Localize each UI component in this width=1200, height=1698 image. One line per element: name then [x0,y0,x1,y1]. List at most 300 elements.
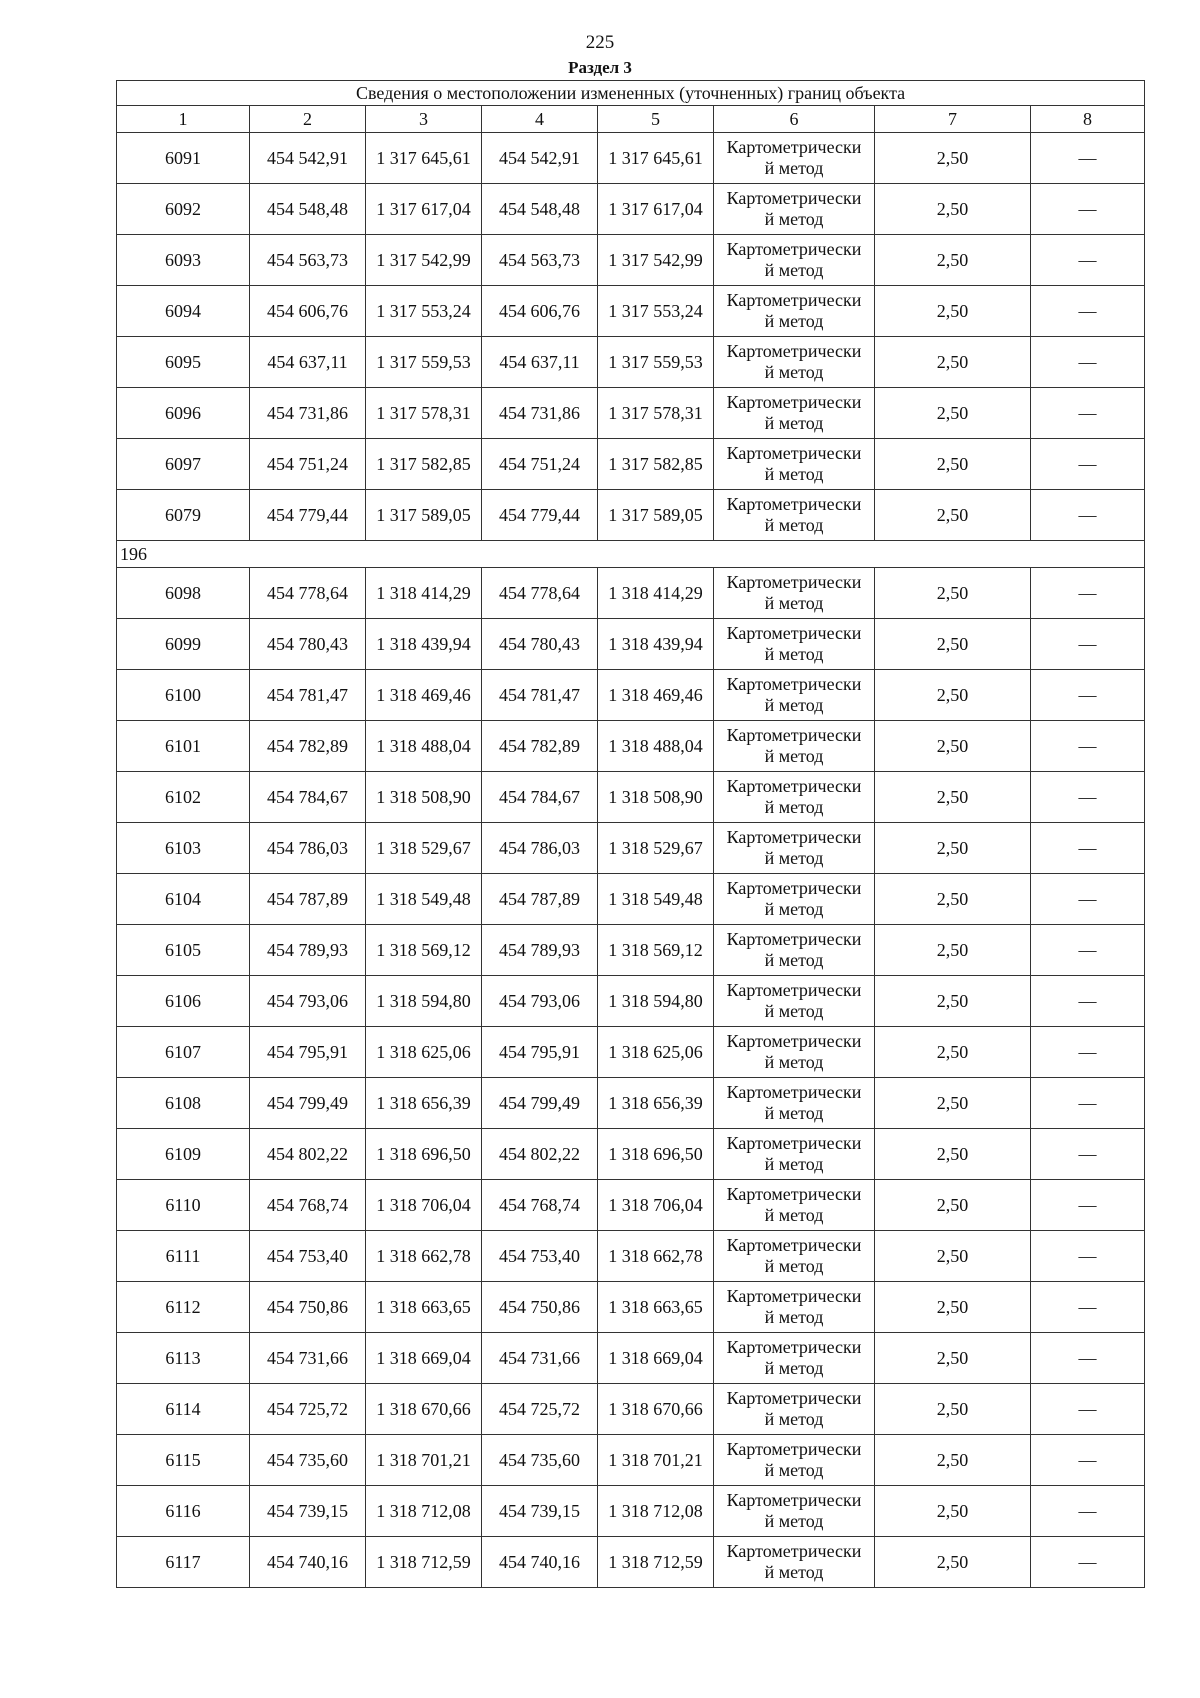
method-text-line2: й метод [764,515,824,535]
y-coord-cell: 1 317 617,04 [366,184,482,235]
y-coord-new-cell: 1 318 712,08 [598,1486,714,1537]
x-coord-cell: 454 563,73 [250,235,366,286]
accuracy-cell: 2,50 [875,286,1031,337]
y-coord-new-cell: 1 318 706,04 [598,1180,714,1231]
method-text-line2: й метод [764,1256,824,1276]
table-row [117,823,1145,874]
method-text-line1: Картометрически [726,674,862,694]
accuracy-cell: 2,50 [875,337,1031,388]
method-cell [714,1027,875,1078]
x-coord-new-cell: 454 779,44 [482,490,598,541]
method-text-line2: й метод [764,1307,824,1327]
method-cell [714,286,875,337]
note-cell: — [1031,568,1145,619]
x-coord-new-cell: 454 793,06 [482,976,598,1027]
method-text-line2: й метод [764,1205,824,1225]
y-coord-new-cell: 1 318 663,65 [598,1282,714,1333]
accuracy-cell: 2,50 [875,619,1031,670]
table-row [117,1078,1145,1129]
x-coord-cell: 454 786,03 [250,823,366,874]
x-coord-new-cell: 454 789,93 [482,925,598,976]
note-cell: — [1031,337,1145,388]
method-cell [714,388,875,439]
method-text-line1: Картометрически [726,188,862,208]
note-cell: — [1031,184,1145,235]
point-id-cell: 6112 [117,1282,250,1333]
x-coord-cell: 454 799,49 [250,1078,366,1129]
method-text-line1: Картометрически [726,1133,862,1153]
note-cell: — [1031,670,1145,721]
method-text-line2: й метод [764,695,824,715]
group-label: 196 [117,541,1145,568]
point-id-cell: 6110 [117,1180,250,1231]
x-coord-cell: 454 787,89 [250,874,366,925]
table-row [117,490,1145,541]
y-coord-cell: 1 317 559,53 [366,337,482,388]
table-caption: Сведения о местоположении измененных (уточненных) границ объекта [117,81,1145,106]
x-coord-new-cell: 454 799,49 [482,1078,598,1129]
table-row [117,1537,1145,1588]
method-cell [714,133,875,184]
accuracy-cell: 2,50 [875,1231,1031,1282]
method-text-line1: Картометрически [726,239,862,259]
note-cell: — [1031,1180,1145,1231]
accuracy-cell: 2,50 [875,1537,1031,1588]
method-text-line2: й метод [764,1001,824,1021]
x-coord-cell: 454 768,74 [250,1180,366,1231]
x-coord-new-cell: 454 563,73 [482,235,598,286]
method-text-line1: Картометрически [726,1388,862,1408]
note-cell: — [1031,1486,1145,1537]
accuracy-cell: 2,50 [875,823,1031,874]
y-coord-cell: 1 318 625,06 [366,1027,482,1078]
x-coord-cell: 454 751,24 [250,439,366,490]
x-coord-cell: 454 782,89 [250,721,366,772]
y-coord-new-cell: 1 317 553,24 [598,286,714,337]
point-id-cell: 6093 [117,235,250,286]
x-coord-cell: 454 750,86 [250,1282,366,1333]
x-coord-cell: 454 739,15 [250,1486,366,1537]
y-coord-cell: 1 317 578,31 [366,388,482,439]
y-coord-cell: 1 318 508,90 [366,772,482,823]
point-id-cell: 6117 [117,1537,250,1588]
y-coord-new-cell: 1 318 488,04 [598,721,714,772]
y-coord-new-cell: 1 317 578,31 [598,388,714,439]
column-number-8: 8 [1031,106,1145,133]
method-text-line2: й метод [764,464,824,484]
table-row [117,235,1145,286]
accuracy-cell: 2,50 [875,670,1031,721]
method-cell [714,721,875,772]
point-id-cell: 6095 [117,337,250,388]
method-text-line1: Картометрически [726,443,862,463]
method-cell [714,1333,875,1384]
x-coord-cell: 454 548,48 [250,184,366,235]
accuracy-cell: 2,50 [875,1129,1031,1180]
note-cell: — [1031,133,1145,184]
note-cell: — [1031,1384,1145,1435]
boundary-coordinates-table [116,80,1145,1588]
method-cell [714,490,875,541]
point-id-cell: 6099 [117,619,250,670]
method-cell [714,1537,875,1588]
x-coord-new-cell: 454 725,72 [482,1384,598,1435]
method-text-line2: й метод [764,1154,824,1174]
method-text-line1: Картометрически [726,341,862,361]
method-text-line1: Картометрически [726,827,862,847]
x-coord-new-cell: 454 542,91 [482,133,598,184]
note-cell: — [1031,1078,1145,1129]
y-coord-new-cell: 1 318 701,21 [598,1435,714,1486]
method-cell [714,670,875,721]
note-cell: — [1031,823,1145,874]
y-coord-new-cell: 1 318 549,48 [598,874,714,925]
x-coord-new-cell: 454 735,60 [482,1435,598,1486]
method-text-line2: й метод [764,1358,824,1378]
note-cell: — [1031,772,1145,823]
method-cell [714,1384,875,1435]
x-coord-new-cell: 454 778,64 [482,568,598,619]
y-coord-cell: 1 318 414,29 [366,568,482,619]
method-text-line1: Картометрически [726,1490,862,1510]
table-row [117,1180,1145,1231]
x-coord-new-cell: 454 750,86 [482,1282,598,1333]
x-coord-new-cell: 454 795,91 [482,1027,598,1078]
method-cell [714,925,875,976]
method-cell [714,568,875,619]
accuracy-cell: 2,50 [875,772,1031,823]
table-row [117,976,1145,1027]
accuracy-cell: 2,50 [875,1486,1031,1537]
x-coord-new-cell: 454 802,22 [482,1129,598,1180]
y-coord-new-cell: 1 318 469,46 [598,670,714,721]
table-row [117,133,1145,184]
note-cell: — [1031,925,1145,976]
table-row [117,286,1145,337]
x-coord-new-cell: 454 740,16 [482,1537,598,1588]
point-id-cell: 6116 [117,1486,250,1537]
method-cell [714,1129,875,1180]
x-coord-cell: 454 753,40 [250,1231,366,1282]
y-coord-new-cell: 1 318 662,78 [598,1231,714,1282]
method-cell [714,1486,875,1537]
method-cell [714,184,875,235]
method-cell [714,1435,875,1486]
y-coord-new-cell: 1 318 594,80 [598,976,714,1027]
method-text-line2: й метод [764,848,824,868]
section-title: Раздел 3 [568,58,632,77]
y-coord-new-cell: 1 318 669,04 [598,1333,714,1384]
y-coord-cell: 1 318 594,80 [366,976,482,1027]
x-coord-cell: 454 725,72 [250,1384,366,1435]
y-coord-cell: 1 318 712,59 [366,1537,482,1588]
note-cell: — [1031,1282,1145,1333]
column-number-1: 1 [117,106,250,133]
y-coord-new-cell: 1 317 559,53 [598,337,714,388]
note-cell: — [1031,976,1145,1027]
method-text-line2: й метод [764,1409,824,1429]
x-coord-cell: 454 789,93 [250,925,366,976]
method-text-line1: Картометрически [726,1439,862,1459]
note-cell: — [1031,439,1145,490]
point-id-cell: 6091 [117,133,250,184]
y-coord-new-cell: 1 317 617,04 [598,184,714,235]
point-id-cell: 6097 [117,439,250,490]
method-text-line1: Картометрически [726,137,862,157]
x-coord-new-cell: 454 782,89 [482,721,598,772]
note-cell: — [1031,1129,1145,1180]
accuracy-cell: 2,50 [875,439,1031,490]
y-coord-cell: 1 318 662,78 [366,1231,482,1282]
method-text-line1: Картометрически [726,725,862,745]
x-coord-cell: 454 735,60 [250,1435,366,1486]
method-text-line1: Картометрически [726,1541,862,1561]
method-text-line2: й метод [764,1052,824,1072]
method-cell [714,772,875,823]
x-coord-cell: 454 780,43 [250,619,366,670]
point-id-cell: 6109 [117,1129,250,1180]
method-text-line2: й метод [764,158,824,178]
method-text-line2: й метод [764,260,824,280]
x-coord-cell: 454 793,06 [250,976,366,1027]
y-coord-cell: 1 317 542,99 [366,235,482,286]
accuracy-cell: 2,50 [875,721,1031,772]
table-row [117,1384,1145,1435]
method-text-line2: й метод [764,950,824,970]
method-cell [714,337,875,388]
method-text-line1: Картометрически [726,1286,862,1306]
table-row [117,439,1145,490]
note-cell: — [1031,388,1145,439]
x-coord-new-cell: 454 731,66 [482,1333,598,1384]
accuracy-cell: 2,50 [875,133,1031,184]
accuracy-cell: 2,50 [875,925,1031,976]
y-coord-new-cell: 1 318 696,50 [598,1129,714,1180]
method-text-line1: Картометрически [726,572,862,592]
method-text-line1: Картометрически [726,1031,862,1051]
method-text-line1: Картометрически [726,290,862,310]
y-coord-cell: 1 318 469,46 [366,670,482,721]
x-coord-new-cell: 454 753,40 [482,1231,598,1282]
note-cell: — [1031,1027,1145,1078]
y-coord-new-cell: 1 318 670,66 [598,1384,714,1435]
table-row [117,184,1145,235]
y-coord-cell: 1 318 569,12 [366,925,482,976]
method-text-line1: Картометрически [726,878,862,898]
accuracy-cell: 2,50 [875,388,1031,439]
point-id-cell: 6103 [117,823,250,874]
accuracy-cell: 2,50 [875,490,1031,541]
method-cell [714,619,875,670]
method-text-line1: Картометрически [726,1235,862,1255]
point-id-cell: 6105 [117,925,250,976]
point-id-cell: 6098 [117,568,250,619]
note-cell: — [1031,619,1145,670]
method-cell [714,976,875,1027]
method-text-line1: Картометрически [726,1184,862,1204]
y-coord-cell: 1 318 669,04 [366,1333,482,1384]
y-coord-cell: 1 318 488,04 [366,721,482,772]
note-cell: — [1031,490,1145,541]
table-row [117,772,1145,823]
accuracy-cell: 2,50 [875,976,1031,1027]
x-coord-new-cell: 454 784,67 [482,772,598,823]
y-coord-cell: 1 317 582,85 [366,439,482,490]
table-row [117,1333,1145,1384]
point-id-cell: 6100 [117,670,250,721]
table-row [117,1282,1145,1333]
x-coord-cell: 454 731,86 [250,388,366,439]
method-cell [714,439,875,490]
method-text-line2: й метод [764,413,824,433]
point-id-cell: 6092 [117,184,250,235]
table-row [117,388,1145,439]
method-text-line2: й метод [764,593,824,613]
note-cell: — [1031,235,1145,286]
y-coord-new-cell: 1 318 414,29 [598,568,714,619]
y-coord-cell: 1 318 549,48 [366,874,482,925]
table-row [117,568,1145,619]
x-coord-cell: 454 784,67 [250,772,366,823]
accuracy-cell: 2,50 [875,1180,1031,1231]
y-coord-new-cell: 1 318 439,94 [598,619,714,670]
point-id-cell: 6106 [117,976,250,1027]
x-coord-cell: 454 606,76 [250,286,366,337]
x-coord-cell: 454 795,91 [250,1027,366,1078]
x-coord-new-cell: 454 731,86 [482,388,598,439]
point-id-cell: 6114 [117,1384,250,1435]
method-cell [714,1282,875,1333]
y-coord-cell: 1 318 663,65 [366,1282,482,1333]
y-coord-new-cell: 1 317 645,61 [598,133,714,184]
note-cell: — [1031,1333,1145,1384]
method-text-line2: й метод [764,644,824,664]
point-id-cell: 6113 [117,1333,250,1384]
y-coord-new-cell: 1 317 582,85 [598,439,714,490]
x-coord-cell: 454 740,16 [250,1537,366,1588]
column-number-6: 6 [714,106,875,133]
y-coord-cell: 1 317 553,24 [366,286,482,337]
point-id-cell: 6111 [117,1231,250,1282]
method-text-line2: й метод [764,311,824,331]
column-number-4: 4 [482,106,598,133]
note-cell: — [1031,874,1145,925]
accuracy-cell: 2,50 [875,1435,1031,1486]
y-coord-new-cell: 1 318 569,12 [598,925,714,976]
table-row [117,874,1145,925]
method-text-line2: й метод [764,899,824,919]
table-row [117,721,1145,772]
point-id-cell: 6107 [117,1027,250,1078]
table-row [117,337,1145,388]
method-text-line2: й метод [764,1460,824,1480]
accuracy-cell: 2,50 [875,874,1031,925]
column-number-5: 5 [598,106,714,133]
method-text-line1: Картометрически [726,929,862,949]
point-id-cell: 6079 [117,490,250,541]
x-coord-new-cell: 454 781,47 [482,670,598,721]
y-coord-cell: 1 318 712,08 [366,1486,482,1537]
table-body [117,133,1145,1588]
column-number-7: 7 [875,106,1031,133]
accuracy-cell: 2,50 [875,568,1031,619]
x-coord-cell: 454 637,11 [250,337,366,388]
y-coord-new-cell: 1 318 508,90 [598,772,714,823]
accuracy-cell: 2,50 [875,184,1031,235]
method-cell [714,823,875,874]
y-coord-cell: 1 318 439,94 [366,619,482,670]
method-text-line1: Картометрически [726,1082,862,1102]
y-coord-cell: 1 317 645,61 [366,133,482,184]
x-coord-cell: 454 542,91 [250,133,366,184]
y-coord-cell: 1 318 529,67 [366,823,482,874]
table-row [117,925,1145,976]
method-text-line2: й метод [764,209,824,229]
y-coord-new-cell: 1 317 542,99 [598,235,714,286]
method-cell [714,874,875,925]
y-coord-cell: 1 317 589,05 [366,490,482,541]
y-coord-new-cell: 1 318 625,06 [598,1027,714,1078]
accuracy-cell: 2,50 [875,1078,1031,1129]
table-row [117,1231,1145,1282]
y-coord-new-cell: 1 318 712,59 [598,1537,714,1588]
y-coord-new-cell: 1 318 656,39 [598,1078,714,1129]
table-row [117,1129,1145,1180]
note-cell: — [1031,721,1145,772]
accuracy-cell: 2,50 [875,1027,1031,1078]
y-coord-cell: 1 318 706,04 [366,1180,482,1231]
x-coord-new-cell: 454 548,48 [482,184,598,235]
table-row [117,619,1145,670]
accuracy-cell: 2,50 [875,1384,1031,1435]
table-row [117,1027,1145,1078]
column-number-3: 3 [366,106,482,133]
method-text-line2: й метод [764,1562,824,1582]
method-text-line1: Картометрически [726,494,862,514]
x-coord-new-cell: 454 637,11 [482,337,598,388]
y-coord-cell: 1 318 701,21 [366,1435,482,1486]
point-id-cell: 6115 [117,1435,250,1486]
x-coord-new-cell: 454 739,15 [482,1486,598,1537]
note-cell: — [1031,1435,1145,1486]
method-cell [714,235,875,286]
group-row [117,541,1145,568]
point-id-cell: 6102 [117,772,250,823]
y-coord-cell: 1 318 670,66 [366,1384,482,1435]
accuracy-cell: 2,50 [875,235,1031,286]
note-cell: — [1031,286,1145,337]
point-id-cell: 6108 [117,1078,250,1129]
method-cell [714,1078,875,1129]
point-id-cell: 6094 [117,286,250,337]
method-text-line2: й метод [764,797,824,817]
x-coord-new-cell: 454 780,43 [482,619,598,670]
y-coord-new-cell: 1 317 589,05 [598,490,714,541]
table-row [117,1435,1145,1486]
method-text-line2: й метод [764,1511,824,1531]
x-coord-cell: 454 778,64 [250,568,366,619]
x-coord-cell: 454 781,47 [250,670,366,721]
column-number-row [117,106,1145,133]
point-id-cell: 6096 [117,388,250,439]
note-cell: — [1031,1537,1145,1588]
table-row [117,670,1145,721]
method-text-line1: Картометрически [726,623,862,643]
y-coord-new-cell: 1 318 529,67 [598,823,714,874]
method-text-line2: й метод [764,362,824,382]
x-coord-cell: 454 802,22 [250,1129,366,1180]
page-number: 225 [585,32,615,53]
